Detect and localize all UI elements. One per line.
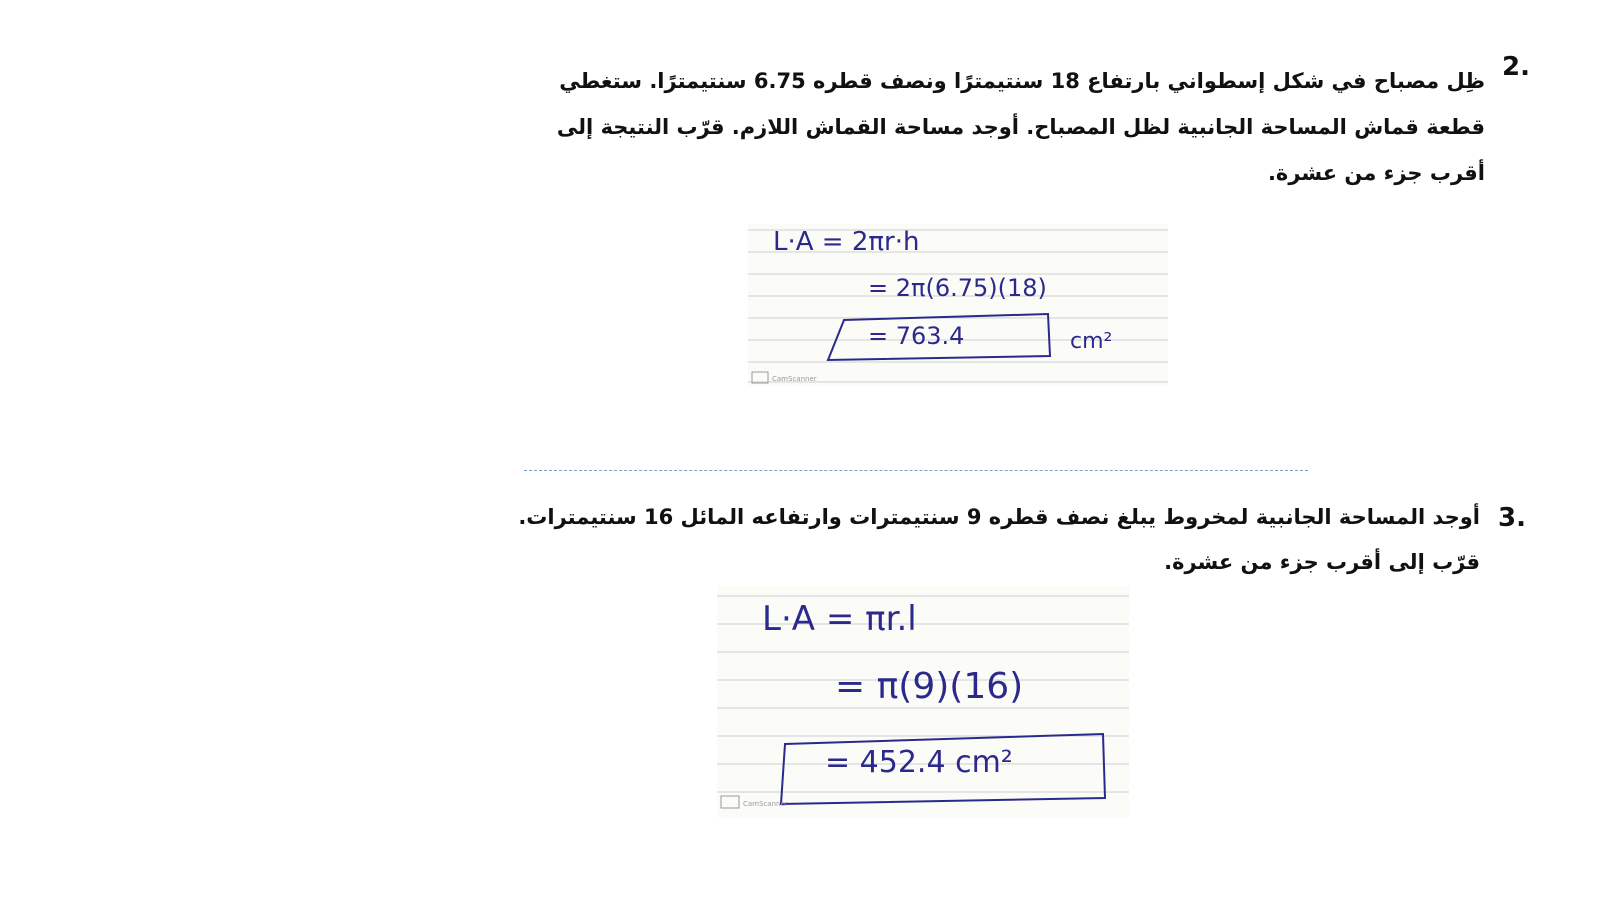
- camscanner-logo-icon: [721, 796, 739, 808]
- question-2-text: [245, 58, 1485, 196]
- question-2-line-1: ظِل مصباح في شكل إسطواني بارتفاع 18 سنتيمترًا ونصف قطره 6.75 سنتيمترًا. ستغطي: [559, 69, 1485, 93]
- question-3-number: 3.: [1498, 503, 1526, 533]
- camscanner-logo-icon: [752, 372, 768, 383]
- question-2-handwriting: [748, 224, 1168, 386]
- question-2-solution-image: [748, 224, 1168, 386]
- question-3-solution-image: [717, 586, 1129, 818]
- question-2-line-3: أقرب جزء من عشرة.: [1267, 161, 1485, 185]
- q3-solution-answer: = 452.4 cm²: [825, 745, 1013, 780]
- q3-solution-line-1: L·A = πr.l: [762, 599, 917, 639]
- question-3-line-1: أوجد المساحة الجانبية لمخروط يبلغ نصف قطره 9 سنتيمترات وارتفاعه المائل 16 سنتيمترات.: [518, 505, 1480, 529]
- question-3-text: [380, 495, 1480, 585]
- question-3-handwriting: [717, 586, 1129, 818]
- section-divider: [524, 470, 1308, 471]
- question-2-number: 2.: [1502, 52, 1530, 82]
- q3-watermark: CamScanner: [743, 800, 788, 808]
- question-3-line-2: قرّب إلى أقرب جزء من عشرة.: [1164, 550, 1480, 574]
- q2-watermark: CamScanner: [772, 375, 817, 383]
- q2-solution-line-1: L·A = 2πr·h: [773, 227, 920, 257]
- question-2-line-2: قطعة قماش المساحة الجانبية لظل المصباح. أوجد مساحة القماش اللازم. قرّب النتيجة إلى: [556, 115, 1485, 139]
- q2-solution-answer: = 763.4: [868, 322, 965, 350]
- q2-solution-unit: cm²: [1070, 329, 1113, 354]
- q3-solution-line-2: = π(9)(16): [835, 666, 1024, 707]
- q2-solution-line-2: = 2π(6.75)(18): [868, 274, 1047, 302]
